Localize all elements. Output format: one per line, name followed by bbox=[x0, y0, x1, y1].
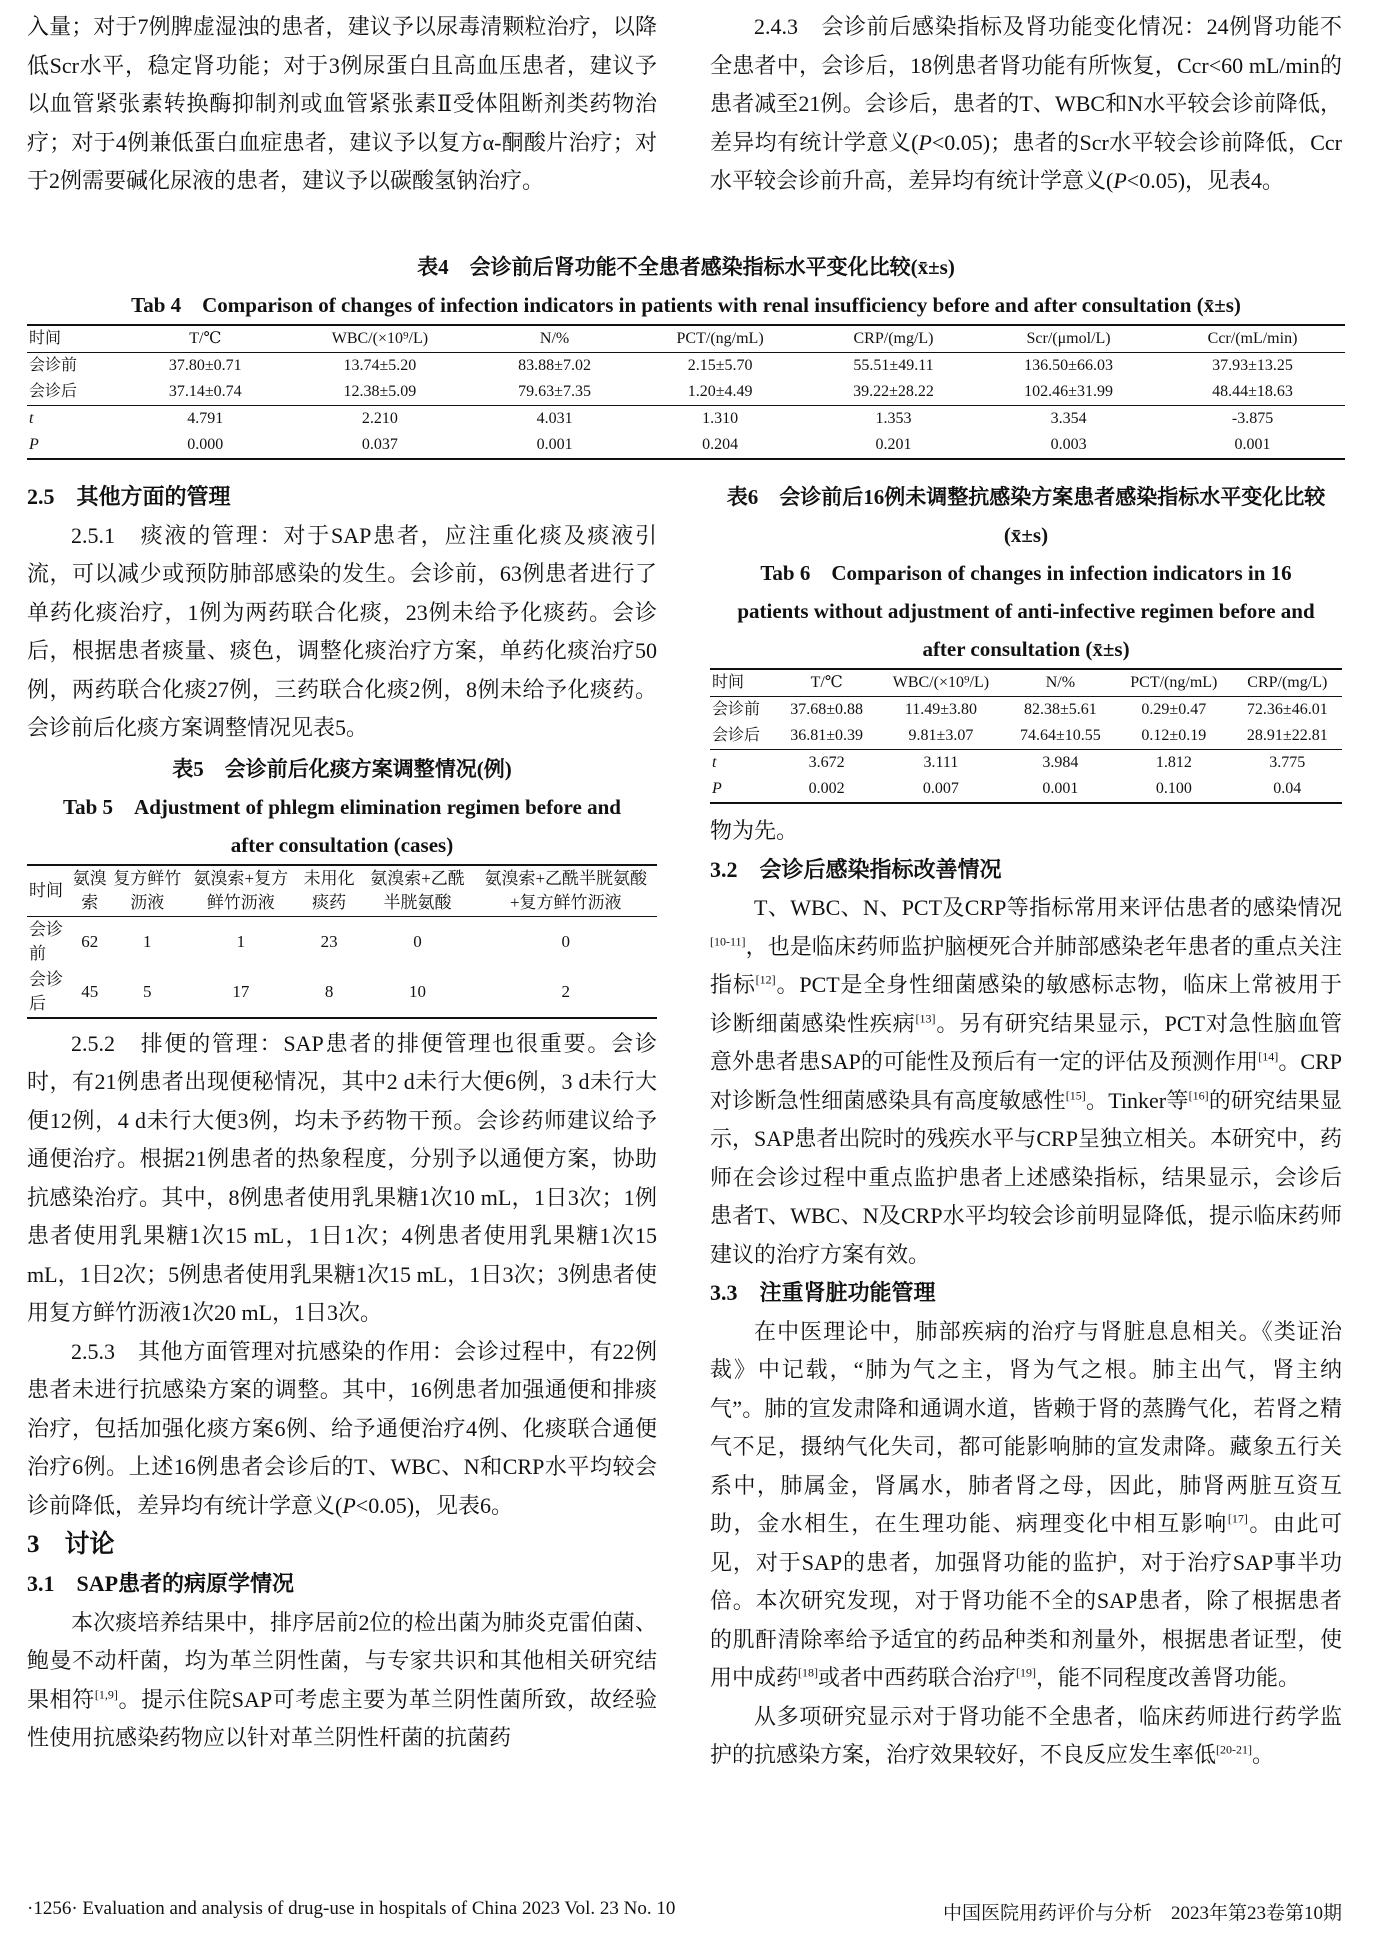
table-cell: 0.001 bbox=[536, 436, 573, 453]
table-cell: 37.93±13.25 bbox=[1212, 357, 1293, 374]
column-header: 氨溴索+复方鲜竹沥液 bbox=[193, 868, 289, 912]
table-cell: 会诊前 bbox=[29, 919, 63, 963]
table-cell: 39.22±28.22 bbox=[853, 383, 934, 400]
paragraph-2-5-2 bbox=[27, 1025, 657, 1333]
text-run: 本次痰培养结果中，排序居前2位的检出菌为肺炎克雷伯菌、鲍曼不动杆菌，均为革兰阴性菌，与专家共识和其他相关研究结果相符 bbox=[27, 1609, 657, 1712]
column-header: 时间 bbox=[29, 330, 62, 347]
text-run: <0.05)；患者的Scr水平较会诊前降低，Ccr水平较会诊前升高，差异均有统计学意义( bbox=[710, 129, 1343, 193]
text-run: <0.05)，见表4。 bbox=[1126, 168, 1285, 193]
paragraph-continued bbox=[710, 812, 1342, 851]
italic-symbol: P bbox=[918, 129, 932, 155]
table-cell: 3.775 bbox=[1269, 754, 1306, 771]
table-row bbox=[710, 697, 1342, 724]
table-4 bbox=[27, 248, 1345, 460]
table-cell: 37.68±0.88 bbox=[790, 701, 864, 718]
column-header: 氨溴索+乙酰半胱氨酸 bbox=[370, 868, 465, 912]
table-cell: 5 bbox=[143, 981, 152, 1001]
table-cell: 0.29±0.47 bbox=[1141, 701, 1207, 718]
citation: [14] bbox=[1258, 1049, 1279, 1064]
column-header: T/℃ bbox=[810, 674, 843, 691]
table-5-title-en: Tab 5 Adjustment of phlegm elimination regimen before and after consultation (cases) bbox=[63, 794, 621, 857]
column-header: 氨溴索+乙酰半胱氨酸+复方鲜竹沥液 bbox=[484, 868, 648, 912]
heading-3-1: 3.1 SAP患者的病原学情况 bbox=[27, 1571, 295, 1596]
table-cell: 23 bbox=[320, 931, 338, 951]
column-header: Scr/(μmol/L) bbox=[1026, 330, 1111, 347]
left-top-column bbox=[27, 8, 657, 201]
table-cell: 45 bbox=[81, 981, 99, 1001]
text-run: 2.5.3 其他方面管理对抗感染的作用：会诊过程中，有22例患者未进行抗感染方案的调整。其中，16例患者加强通便和排痰治疗，包括加强化痰方案6例、给予通便治疗4例、化痰联合通便治疗6例。上述16例患者会诊后的T、WBC、N和CRP水平均较会诊前降低，差异均有统计学意义( bbox=[27, 1338, 657, 1518]
stat-row bbox=[27, 432, 1345, 459]
left-column bbox=[27, 478, 657, 1758]
column-header: 复方鲜竹沥液 bbox=[113, 868, 182, 912]
table-cell: 36.81±0.39 bbox=[790, 727, 864, 744]
table-cell: 11.49±3.80 bbox=[904, 701, 978, 718]
table-cell: 13.74±5.20 bbox=[343, 357, 417, 374]
citation: [12] bbox=[755, 972, 776, 987]
text-run: 。另有研究结果显示，PCT对急性脑血管意外患者患SAP的可能性及预后有一定的评估及预测作用 bbox=[710, 1010, 1342, 1074]
stat-label: t bbox=[29, 410, 34, 427]
citation: [18] bbox=[798, 1665, 819, 1680]
stat-label: P bbox=[29, 436, 39, 453]
table-cell: 2.15±5.70 bbox=[687, 357, 753, 374]
text-run: 。由此可见，对于SAP的患者，加强肾功能的监护，对于治疗SAP事半功倍。本次研究发现，对于肾功能不全的SAP患者，除了根据患者的肌酐清除率给予适宜的药品种类和剂量外，根据患者证型，使用中成药 bbox=[710, 1511, 1342, 1690]
citation: [16] bbox=[1188, 1088, 1209, 1103]
table-cell: 会诊后 bbox=[712, 727, 761, 744]
table-cell: 37.80±0.71 bbox=[168, 357, 242, 374]
text-run: 从多项研究显示对于肾功能不全患者，临床药师进行药学监护的抗感染方案，治疗效果较好，不良反应发生率低 bbox=[710, 1703, 1342, 1767]
table-cell: 17 bbox=[232, 981, 250, 1001]
table-6-grid bbox=[710, 668, 1342, 804]
column-header: WBC/(×10⁹/L) bbox=[331, 330, 429, 347]
column-header: PCT/(ng/mL) bbox=[1130, 674, 1218, 691]
paragraph-last bbox=[710, 1698, 1342, 1775]
table-cell: 3.672 bbox=[808, 754, 845, 771]
table-header-row bbox=[27, 865, 657, 917]
table-cell: 0.037 bbox=[361, 436, 398, 453]
citation: [10-11] bbox=[710, 934, 746, 949]
table-cell: 3.111 bbox=[923, 754, 959, 771]
table-6-title-en: Tab 6 Comparison of changes in infection indicators in 16 patients without adjustment of anti-infective regimen before and after consultation (x̄±s) bbox=[737, 561, 1315, 661]
table-row bbox=[27, 967, 657, 1018]
column-header: 未用化痰药 bbox=[303, 868, 355, 912]
text-run: 。Tinker等 bbox=[1085, 1087, 1189, 1113]
column-header: 时间 bbox=[29, 880, 63, 900]
text-run: 物为先。 bbox=[710, 818, 799, 843]
citation: [17] bbox=[1227, 1511, 1248, 1526]
table-cell: 0.001 bbox=[1042, 780, 1079, 797]
text-run: 。提示住院SAP可考虑主要为革兰阴性菌所致，故经验性使用抗感染药物应以针对革兰阴性杆菌的抗菌药 bbox=[27, 1686, 657, 1750]
table-cell: 10 bbox=[409, 981, 427, 1001]
column-header: 氨溴索 bbox=[72, 868, 107, 912]
table-cell: 82.38±5.61 bbox=[1023, 701, 1097, 718]
table-cell: 4.031 bbox=[536, 410, 573, 427]
paragraph-2-5-3 bbox=[27, 1333, 657, 1526]
table-cell: 136.50±66.03 bbox=[1024, 357, 1113, 374]
table-cell: 0.001 bbox=[1234, 436, 1271, 453]
column-header: CRP/(mg/L) bbox=[1247, 674, 1328, 691]
table-cell: 3.984 bbox=[1042, 754, 1079, 771]
table-cell: 28.91±22.81 bbox=[1246, 727, 1328, 744]
table-cell: 0.201 bbox=[875, 436, 912, 453]
table-cell: 2 bbox=[561, 981, 570, 1001]
text-run: 。CRP对诊断急性细菌感染具有高度敏感性 bbox=[710, 1049, 1342, 1113]
table-6 bbox=[710, 478, 1342, 804]
column-header: N/% bbox=[1045, 674, 1076, 691]
heading-2-5: 2.5 其他方面的管理 bbox=[27, 484, 231, 509]
text-run: ，能不同程度改善肾功能。 bbox=[1036, 1665, 1301, 1690]
citation: [1,9] bbox=[94, 1687, 118, 1702]
italic-symbol: P bbox=[1113, 168, 1127, 193]
table-cell: 0.204 bbox=[702, 436, 739, 453]
table-cell: 会诊前 bbox=[29, 357, 78, 374]
table-cell: 1.310 bbox=[702, 410, 739, 427]
stat-row bbox=[27, 406, 1345, 433]
footer-journal-en: ·1256· Evaluation and analysis of drug-use in hospitals of China 2023 Vol. 23 No. 10 bbox=[27, 1898, 676, 1919]
table-cell: 48.44±18.63 bbox=[1212, 383, 1293, 400]
table-cell: 1 bbox=[143, 931, 152, 951]
table-cell: 55.51±49.11 bbox=[853, 357, 934, 374]
citation: [13] bbox=[915, 1011, 936, 1026]
table-cell: 72.36±46.01 bbox=[1246, 701, 1328, 718]
column-header: N/% bbox=[539, 330, 570, 347]
column-header: CRP/(mg/L) bbox=[853, 330, 934, 347]
table-header-row bbox=[27, 325, 1345, 353]
table-cell: 0 bbox=[413, 931, 422, 951]
table-cell: 2.210 bbox=[361, 410, 398, 427]
table-4-title-en: Tab 4 Comparison of changes of infection indicators in patients with renal insufficiency before and after consultation (x̄±s) bbox=[131, 293, 1241, 317]
table-cell: 12.38±5.09 bbox=[343, 383, 417, 400]
stat-row bbox=[710, 750, 1342, 777]
table-4-title-cn: 表4 会诊前后肾功能不全患者感染指标水平变化比较(x̄±s) bbox=[417, 255, 955, 279]
column-header: WBC/(×10⁹/L) bbox=[892, 674, 990, 691]
text-run: 2.5.2 排便的管理：SAP患者的排便管理也很重要。会诊时，有21例患者出现便秘情况，其中2 d未行大便6例，3 d未行大便12例，4 d未行大便3例，均未予药物干预。会诊药师建议给予通便治疗。根据21例患者的热象程度，分别予以通便方案，协助抗感染治疗。其中，8例患者使用乳果糖1次10 mL，1日3次；1例患者使用乳果糖1次15 mL，1日1次；4例患者使用乳果糖1次15 mL，1日2次；5例患者使用乳果糖1次15 mL，1日3次；3例患者使用复方鲜竹沥液1次20 mL，1日3次。 bbox=[27, 1030, 657, 1325]
footer-journal-cn: 中国医院用药评价与分析 2023年第23卷第10期 bbox=[942, 1903, 1342, 1924]
text-run: 或者中西药联合治疗 bbox=[818, 1665, 1017, 1690]
table-cell: 79.63±7.35 bbox=[518, 383, 591, 400]
table-cell: 会诊后 bbox=[29, 969, 63, 1013]
table-cell: 1 bbox=[236, 931, 246, 951]
right-column bbox=[710, 478, 1342, 1775]
text-run: 。 bbox=[1252, 1742, 1275, 1767]
table-cell: 会诊后 bbox=[29, 383, 78, 400]
table-cell: 0.04 bbox=[1273, 780, 1302, 797]
paragraph-2-5-1 bbox=[27, 517, 657, 748]
heading-3-3: 3.3 注重肾脏功能管理 bbox=[710, 1280, 936, 1305]
column-header: PCT/(ng/mL) bbox=[676, 330, 764, 347]
table-cell: 1.20±4.49 bbox=[687, 383, 753, 400]
table-row bbox=[710, 723, 1342, 750]
table-cell: 0.000 bbox=[187, 436, 224, 453]
table-cell: 0.100 bbox=[1155, 780, 1192, 797]
paragraph-left-top bbox=[27, 8, 657, 201]
table-cell: 74.64±10.55 bbox=[1019, 727, 1101, 744]
column-header: 时间 bbox=[712, 674, 745, 691]
text-run: 入量；对于7例脾虚湿浊的患者，建议予以尿毒清颗粒治疗，以降低Scr水平，稳定肾功能；对于3例尿蛋白且高血压患者，建议予以血管紧张素转换酶抑制剂或血管紧张素Ⅱ受体阻断剂类药物治疗；对于4例兼低蛋白血症患者，建议予以复方α-酮酸片治疗；对于2例需要碱化尿液的患者，建议予以碳酸氢钠治疗。 bbox=[27, 14, 657, 193]
heading-3: 3 讨论 bbox=[27, 1531, 115, 1558]
table-cell: 4.791 bbox=[187, 410, 224, 427]
text-run: <0.05)，见表6。 bbox=[355, 1492, 514, 1518]
table-5-grid bbox=[27, 864, 657, 1019]
table-cell: 0.002 bbox=[808, 780, 845, 797]
table-cell: 62 bbox=[81, 931, 99, 951]
text-run: 2.4.3 会诊前后感染指标及肾功能变化情况：24例肾功能不全患者中，会诊后，18例患者肾功能有所恢复，Ccr<60 mL/min的患者减至21例。会诊后，患者的T、WBC和N水平较会诊前降低，差异均有统计学意义( bbox=[710, 14, 1342, 155]
citation: [19] bbox=[1016, 1665, 1037, 1680]
table-cell: 0.003 bbox=[1050, 436, 1087, 453]
table-row bbox=[27, 916, 657, 967]
table-cell: 3.354 bbox=[1050, 410, 1087, 427]
table-cell: 83.88±7.02 bbox=[518, 357, 591, 374]
stat-row bbox=[710, 776, 1342, 803]
text-run: T、WBC、N、PCT及CRP等指标常用来评估患者的感染情况 bbox=[754, 895, 1342, 920]
table-5 bbox=[27, 750, 657, 1019]
table-4-grid bbox=[27, 324, 1345, 460]
citation: [15] bbox=[1065, 1088, 1086, 1103]
heading-3-2: 3.2 会诊后感染指标改善情况 bbox=[710, 856, 1002, 882]
table-cell: 37.14±0.74 bbox=[168, 383, 242, 400]
paragraph-2-4-3 bbox=[710, 8, 1342, 201]
text-run: ，也是临床药师监护脑梗死合并肺部感染老年患者的重点关注指标 bbox=[710, 933, 1342, 997]
table-6-title-cn: 表6 会诊前后16例未调整抗感染方案患者感染指标水平变化比较(x̄±s) bbox=[726, 485, 1326, 547]
citation: [20-21] bbox=[1216, 1742, 1253, 1757]
column-header: T/℃ bbox=[189, 330, 222, 347]
paragraph-3-2 bbox=[710, 889, 1342, 1274]
italic-symbol: P bbox=[342, 1492, 356, 1518]
table-row bbox=[27, 353, 1345, 380]
text-run: 的研究结果显示，SAP患者出院时的残疾水平与CRP呈独立相关。本研究中，药师在会诊过程中重点监护患者上述感染指标，结果显示，会诊后患者T、WBC、N及CRP水平均较会诊前明显降低，提示临床药师建议的治疗方案有效。 bbox=[710, 1087, 1342, 1267]
table-cell: -3.875 bbox=[1231, 410, 1274, 427]
table-cell: 0 bbox=[561, 931, 570, 951]
table-5-title-cn: 表5 会诊前后化痰方案调整情况(例) bbox=[172, 756, 512, 781]
table-cell: 0.12±0.19 bbox=[1141, 727, 1207, 744]
table-cell: 1.353 bbox=[875, 410, 912, 427]
text-run: 2.5.1 痰液的管理：对于SAP患者，应注重化痰及痰液引流，可以减少或预防肺部感染的发生。会诊前，63例患者进行了单药化痰治疗，1例为两药联合化痰，23例未给予化痰药。会诊后，根据患者痰量、痰色，调整化痰治疗方案，单药化痰治疗50例，两药联合化痰27例，三药联合化痰2例，8例未给予化痰药。会诊前后化痰方案调整情况见表5。 bbox=[27, 522, 657, 740]
stat-label: t bbox=[712, 754, 717, 771]
table-cell: 0.007 bbox=[922, 780, 959, 797]
table-cell: 102.46±31.99 bbox=[1024, 383, 1113, 400]
right-top-column bbox=[710, 8, 1342, 201]
table-row bbox=[27, 379, 1345, 406]
table-cell: 1.812 bbox=[1155, 754, 1192, 771]
table-header-row bbox=[710, 669, 1342, 697]
table-cell: 8 bbox=[324, 981, 334, 1001]
stat-label: P bbox=[712, 780, 722, 797]
text-run: 。PCT是全身性细菌感染的敏感标志物，临床上常被用于诊断细菌感染性疾病 bbox=[710, 972, 1342, 1036]
table-cell: 9.81±3.07 bbox=[908, 727, 974, 744]
table-cell: 会诊前 bbox=[712, 701, 761, 718]
text-run: 在中医理论中，肺部疾病的治疗与肾脏息息相关。《类证治裁》中记载，“肺为气之主，肾为气之根。肺主出气，肾主纳气”。肺的宣发肃降和通调水道，皆赖于肾的蒸腾气化，若肾之精气不足，摄纳气化失司，都可能影响肺的宣发肃降。藏象五行关系中，肺属金，肾属水，肺者肾之母，因此，肺肾两脏互资互助，金水相生，在生理功能、病理变化中相互影响 bbox=[710, 1318, 1342, 1536]
column-header: Ccr/(mL/min) bbox=[1207, 330, 1298, 347]
paragraph-3-1 bbox=[27, 1604, 657, 1758]
paragraph-3-3 bbox=[710, 1313, 1342, 1698]
